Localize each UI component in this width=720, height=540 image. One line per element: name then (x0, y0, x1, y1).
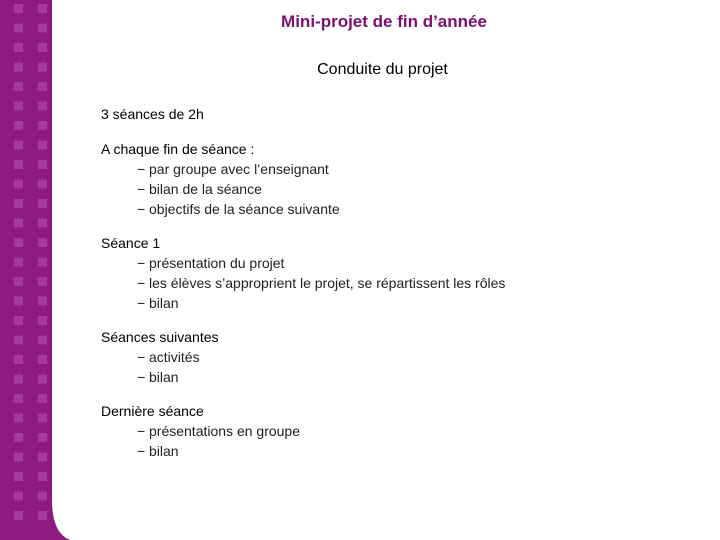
section-end-of-session (101, 139, 701, 219)
decorative-square (38, 433, 47, 442)
section-heading: Séances suivantes (101, 329, 219, 345)
bullet-list (101, 421, 701, 461)
list-item (137, 441, 701, 461)
bullet-list (101, 159, 701, 219)
decorative-square (38, 394, 47, 403)
decorative-square (14, 336, 23, 345)
list-item (137, 421, 701, 441)
dash-glyph: − (137, 181, 146, 197)
decorative-square (38, 375, 47, 384)
decorative-square (38, 316, 47, 325)
decorative-square (14, 82, 23, 91)
bullet-list (101, 253, 701, 313)
section-heading: A chaque fin de séance : (101, 141, 255, 157)
dash-glyph: − (137, 275, 146, 291)
dash-glyph: − (137, 295, 146, 311)
decorative-square (38, 336, 47, 345)
dash-glyph: − (137, 443, 146, 459)
decorative-square (14, 394, 23, 403)
intro-text: 3 séances de 2h (101, 106, 204, 122)
side-band-shape (0, 0, 70, 540)
decorative-square (14, 472, 23, 481)
decorative-square (38, 160, 47, 169)
dash-glyph: − (137, 349, 146, 365)
decorative-square (14, 258, 23, 267)
list-item (137, 293, 701, 313)
decorative-square (14, 414, 23, 423)
decorative-square (38, 511, 47, 520)
decorative-square (38, 492, 47, 501)
decorative-square (38, 102, 47, 111)
slide-content (101, 106, 701, 475)
decorative-square (14, 238, 23, 247)
decorative-square (14, 121, 23, 130)
list-item-text: bilan de la séance (149, 181, 262, 197)
list-item (137, 253, 701, 273)
list-item-text: bilan (149, 369, 179, 385)
list-item-text: activités (149, 349, 200, 365)
decorative-square (14, 453, 23, 462)
dash-glyph: − (137, 161, 146, 177)
decorative-square (14, 433, 23, 442)
dash-glyph: − (137, 423, 146, 439)
decorative-square (14, 43, 23, 52)
section-heading: Dernière séance (101, 403, 204, 419)
bullet-list (101, 347, 701, 387)
decorative-square (38, 355, 47, 364)
decorative-square (38, 297, 47, 306)
decorative-square (38, 43, 47, 52)
list-item (137, 199, 701, 219)
list-item (137, 367, 701, 387)
decorative-square (14, 141, 23, 150)
decorative-square (38, 82, 47, 91)
section-session-1 (101, 233, 701, 313)
decorative-square (38, 414, 47, 423)
decorative-square (38, 258, 47, 267)
decorative-square (14, 511, 23, 520)
dash-glyph: − (137, 255, 146, 271)
decorative-square (38, 238, 47, 247)
dash-glyph: − (137, 201, 146, 217)
decorative-square (14, 199, 23, 208)
list-item-text: par groupe avec l’enseignant (149, 161, 329, 177)
decorative-square (14, 297, 23, 306)
decorative-square (38, 277, 47, 286)
slide-subtitle: Conduite du projet (317, 61, 448, 78)
list-item-text: les élèves s’approprient le projet, se répartissent les rôles (149, 275, 506, 291)
decorative-square (38, 219, 47, 228)
decorative-square (14, 180, 23, 189)
decorative-square (14, 492, 23, 501)
list-item-text: présentations en groupe (149, 423, 300, 439)
decorative-square (38, 121, 47, 130)
list-item-text: présentation du projet (149, 255, 285, 271)
section-heading: Séance 1 (101, 235, 161, 251)
decorative-side-band (0, 0, 80, 540)
decorative-square (14, 219, 23, 228)
list-item (137, 347, 701, 367)
list-item (137, 179, 701, 199)
section-last-session (101, 401, 701, 461)
list-item-text: bilan (149, 295, 179, 311)
decorative-square (38, 472, 47, 481)
decorative-square (14, 316, 23, 325)
list-item-text: objectifs de la séance suivante (149, 201, 340, 217)
decorative-square (14, 375, 23, 384)
list-item-text: bilan (149, 443, 179, 459)
decorative-square (38, 180, 47, 189)
section-following-sessions (101, 327, 701, 387)
list-item (137, 159, 701, 179)
decorative-square (38, 141, 47, 150)
decorative-square (14, 355, 23, 364)
decorative-square (38, 453, 47, 462)
list-item (137, 273, 701, 293)
dash-glyph: − (137, 369, 146, 385)
decorative-square (14, 160, 23, 169)
decorative-square (14, 277, 23, 286)
decorative-square (14, 102, 23, 111)
slide-title: Mini-projet de fin d’année (281, 12, 487, 31)
decorative-square (38, 199, 47, 208)
